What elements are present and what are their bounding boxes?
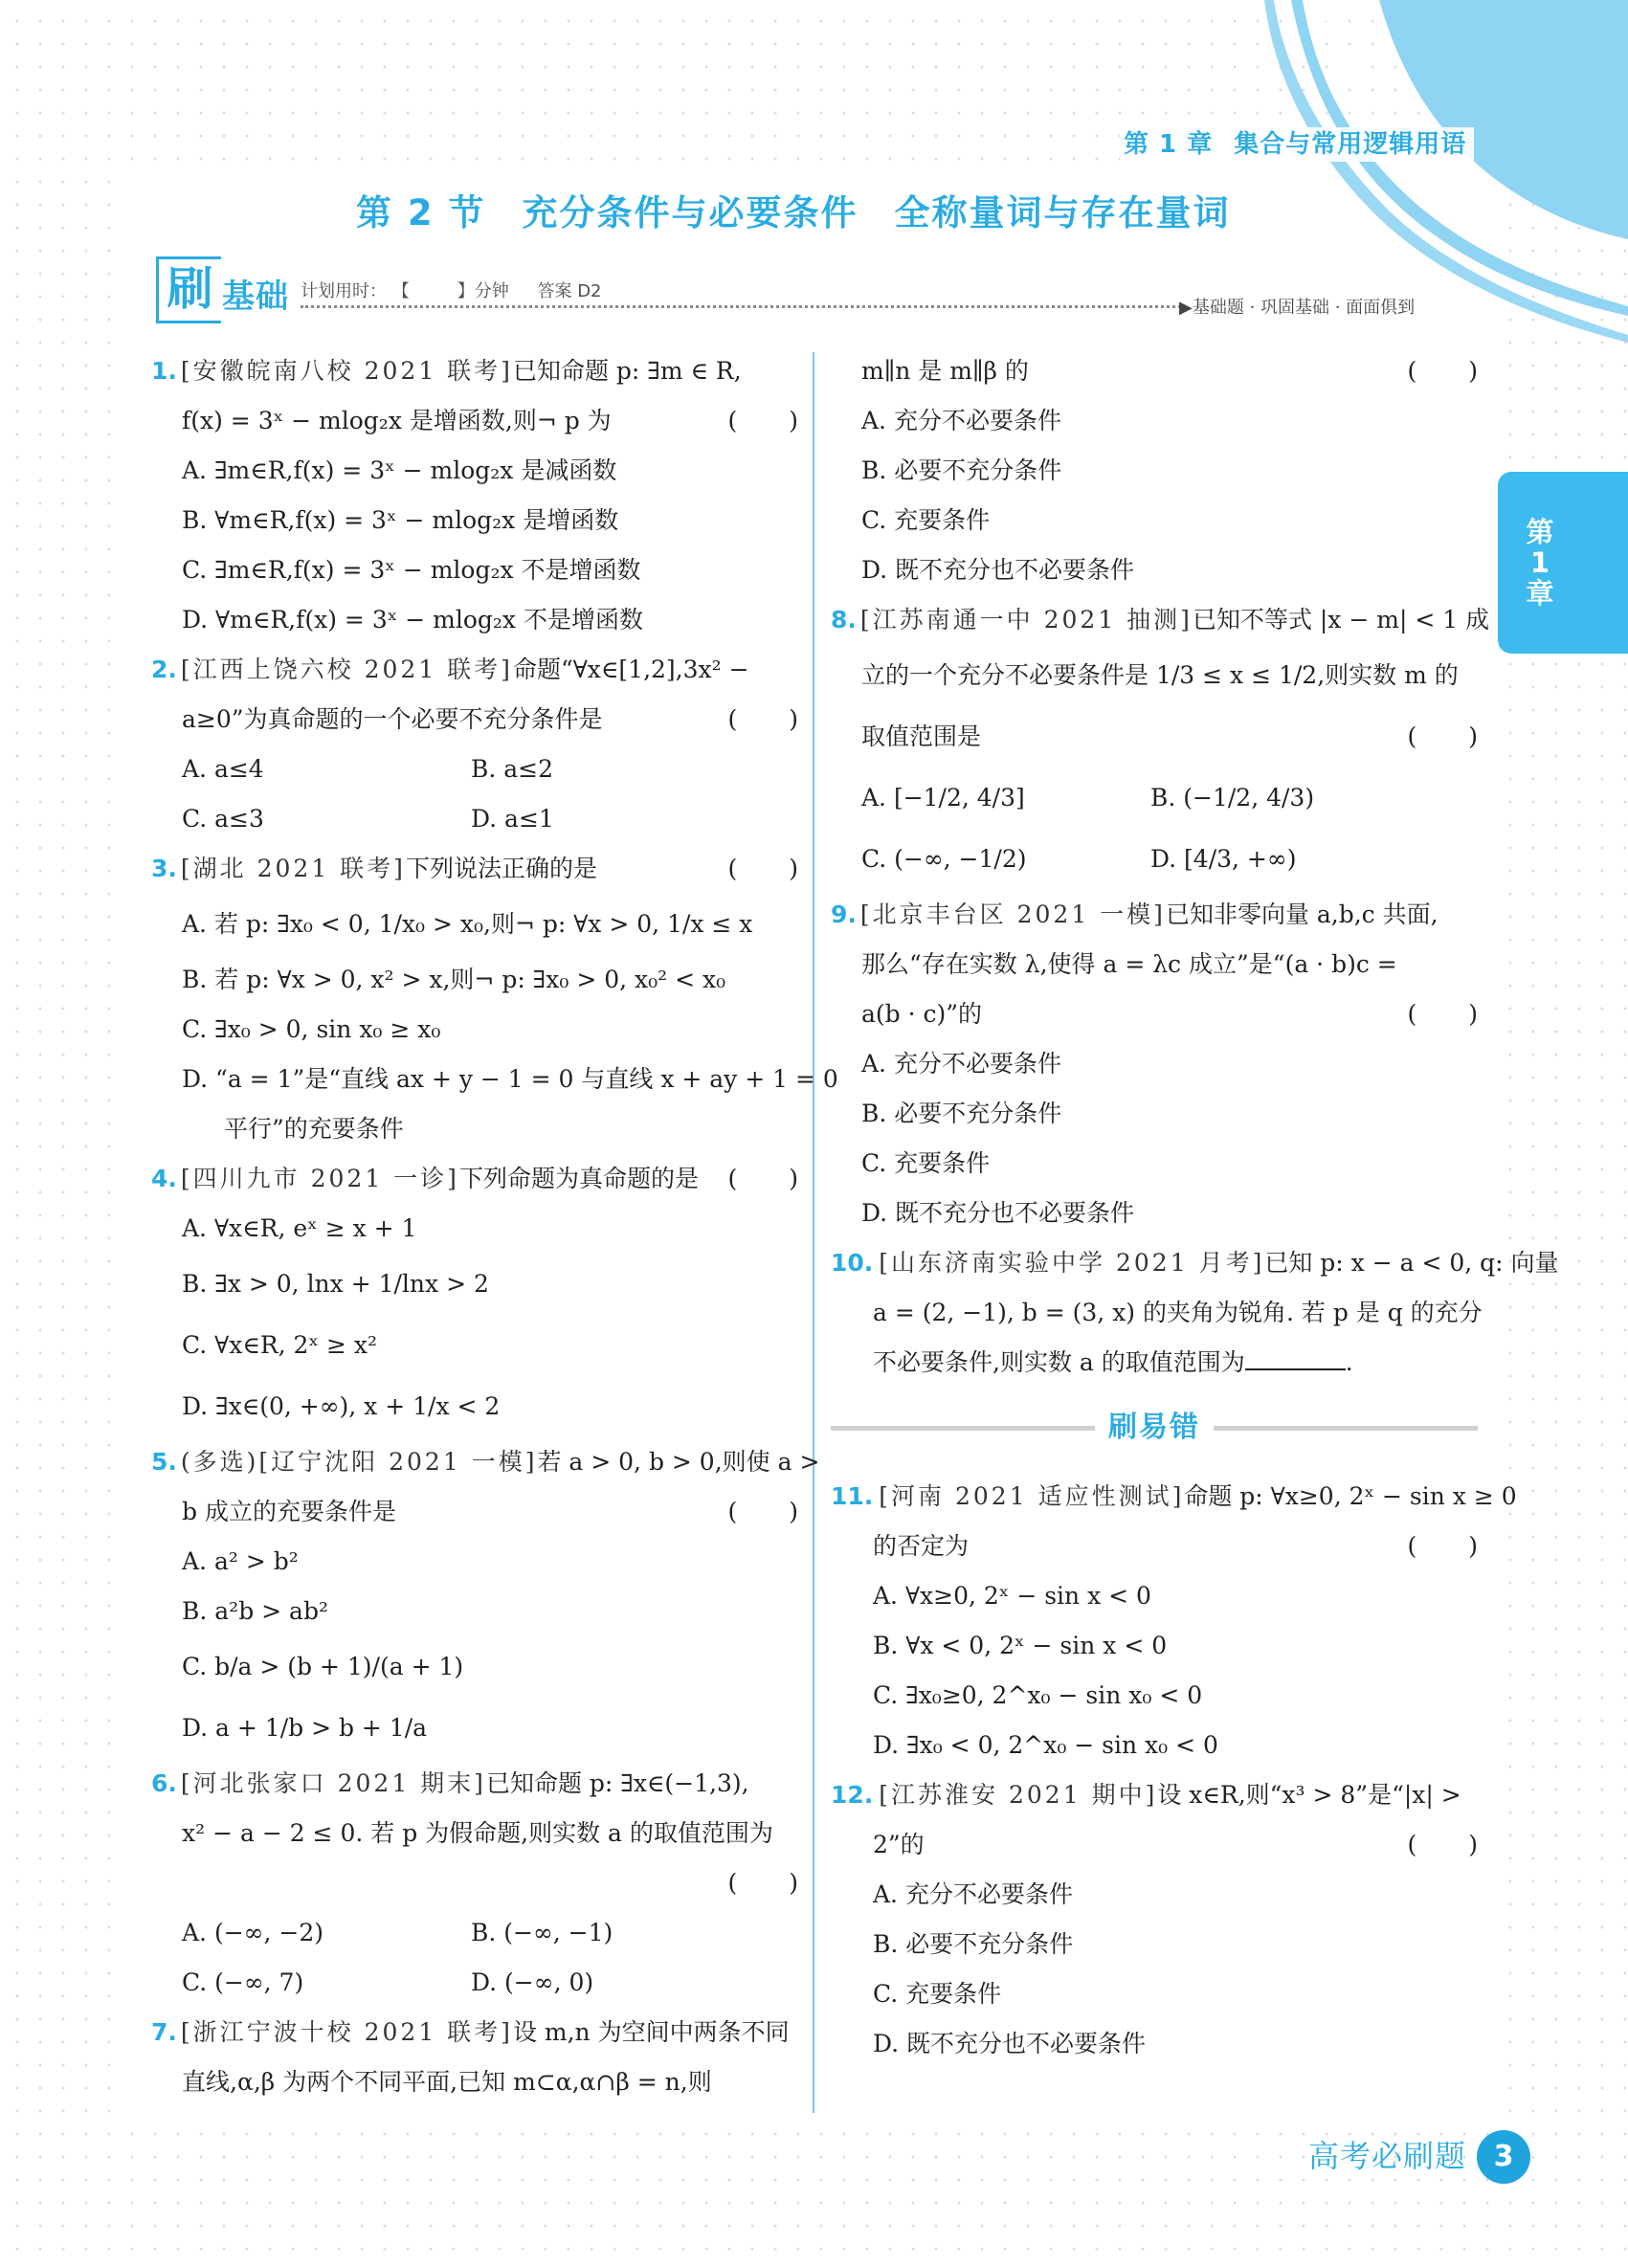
- option-c: C. ∃x₀ > 0, sin x₀ ≥ x₀: [182, 1015, 441, 1043]
- question-stem: 下列说法正确的是: [405, 855, 597, 882]
- left-column: [151, 346, 838, 2107]
- option-b: B. ∀x < 0, 2ˣ − sin x < 0: [873, 1632, 1168, 1659]
- question-stem: 已知命题 p: ∃x∈(−1,3),: [485, 1769, 749, 1797]
- question-5: [151, 1437, 820, 1759]
- option-c: C. ∀x∈R, 2ˣ ≥ x²: [182, 1331, 378, 1359]
- answer-paren[interactable]: ( ): [1407, 723, 1478, 750]
- question-number: 8.: [831, 606, 857, 634]
- option-b: B. a²b > ab²: [182, 1597, 328, 1625]
- option-b: B. ∀m∈R,f(x) = 3ˣ − mlog₂x 是增函数: [182, 506, 619, 534]
- option-a: A. 充分不必要条件: [873, 1880, 1073, 1908]
- answer-paren[interactable]: ( ): [1407, 1831, 1478, 1858]
- option-a: A. 充分不必要条件: [861, 407, 1061, 434]
- question-stem: 直线,α,β 为两个不同平面,已知 m⊂α,α∩β = n,则: [182, 2068, 712, 2096]
- answer-paren[interactable]: ( ): [727, 1165, 798, 1192]
- tab-line-2: 1: [1529, 546, 1550, 579]
- easy-error-section-header: [831, 1409, 1478, 1447]
- answer-paren[interactable]: ( ): [1407, 357, 1478, 385]
- answer-paren[interactable]: ( ): [727, 1869, 798, 1897]
- question-source: [安徽皖南八校 2021 联考]: [180, 357, 513, 385]
- option-d: D. 既不充分也不必要条件: [861, 556, 1135, 584]
- question-stem: 设 x∈R,则“x³ > 8”是“|x| >: [1157, 1781, 1461, 1809]
- question-number: 5.: [151, 1448, 177, 1476]
- question-source: [江苏淮安 2021 期中]: [879, 1781, 1158, 1809]
- question-source: [湖北 2021 联考]: [180, 855, 406, 882]
- question-6: [151, 1759, 798, 2008]
- option-d: D. 既不充分也不必要条件: [861, 1199, 1135, 1227]
- question-source: [江苏南通一中 2021 抽测]: [859, 606, 1193, 634]
- footer-brand: 高考必刷题: [1308, 2138, 1467, 2174]
- option-d: D. a≤1: [471, 805, 554, 833]
- question-number: 11.: [831, 1482, 874, 1510]
- question-number: 3.: [151, 855, 177, 882]
- question-number: 9.: [831, 901, 857, 928]
- option-d: D. a + 1/b > b + 1/a: [182, 1714, 428, 1742]
- question-stem: a≥0”为真命题的一个必要不充分条件是: [182, 705, 603, 733]
- question-number: 6.: [151, 1769, 177, 1797]
- question-stem: 下列命题为真命题的是: [458, 1165, 699, 1192]
- drill-logo-icon: 刷: [156, 256, 221, 323]
- question-stem: a = (2, −1), b = (3, x) 的夹角为锐角. 若 p 是 q 的充分: [873, 1299, 1483, 1326]
- chapter-header: [1120, 127, 1474, 162]
- question-11: [831, 1472, 1517, 1770]
- question-8: [831, 595, 1490, 890]
- section-topic-2: 全称量词与存在量词: [894, 192, 1231, 233]
- question-stem: a(b · c)”的: [861, 1000, 983, 1028]
- question-stem: m∥n 是 m∥β 的: [861, 357, 1029, 385]
- option-a: A. ∀x∈R, eˣ ≥ x + 1: [182, 1214, 417, 1242]
- question-stem: 那么“存在实数 λ,使得 a = λc 成立”是“(a · b)c =: [861, 950, 1397, 978]
- question-stem: x² − a − 2 ≤ 0. 若 p 为假命题,则实数 a 的取值范围为: [182, 1819, 773, 1847]
- bracket-open: 【: [391, 281, 410, 301]
- question-stem: 已知非零向量 a,b,c 共面,: [1165, 901, 1438, 928]
- page-number-badge: 3: [1477, 2130, 1530, 2184]
- question-stem: 命题“∀x∈[1,2],3x² −: [512, 656, 749, 683]
- option-c: C. a≤3: [182, 805, 264, 833]
- question-source: [山东济南实验中学 2021 月考]: [879, 1249, 1265, 1277]
- question-stem: 已知 p: x − a < 0, q: 向量: [1264, 1249, 1559, 1277]
- question-source: [河北张家口 2021 期末]: [180, 1769, 486, 1797]
- option-d: D. (−∞, 0): [471, 1968, 594, 1996]
- dotted-divider: [301, 305, 1181, 308]
- option-d-continued: 平行”的充要条件: [224, 1115, 404, 1143]
- question-stem: 命题 p: ∀x≥0, 2ˣ − sin x ≥ 0: [1184, 1482, 1517, 1510]
- question-stem: 立的一个充分不必要条件是 1/3 ≤ x ≤ 1/2,则实数 m 的: [861, 661, 1459, 689]
- option-c: C. (−∞, −1/2): [861, 845, 1027, 873]
- right-column: [831, 346, 1559, 2069]
- question-number: 10.: [831, 1249, 874, 1277]
- question-stem: 的否定为: [873, 1532, 970, 1560]
- question-stem: 取值范围是: [861, 723, 982, 750]
- section-tagline: ▶基础题 · 巩固基础 · 面面俱到: [1179, 298, 1416, 318]
- question-stem: b 成立的充要条件是: [182, 1498, 396, 1525]
- question-number: 1.: [151, 357, 177, 385]
- drill-section-name: 基础: [222, 278, 289, 316]
- option-a: A. a² > b²: [182, 1547, 299, 1575]
- option-a: A. ∃m∈R,f(x) = 3ˣ − mlog₂x 是减函数: [182, 456, 617, 484]
- section-topic-1: 充分条件与必要条件: [522, 192, 859, 233]
- answer-reference: 答案 D2: [537, 281, 602, 301]
- option-d: D. ∃x∈(0, +∞), x + 1/x < 2: [182, 1392, 501, 1420]
- option-c: C. b/a > (b + 1)/(a + 1): [182, 1653, 464, 1680]
- section-number: 第 2 节: [356, 192, 486, 233]
- easy-error-label: 刷易错: [1108, 1411, 1200, 1444]
- question-7: [151, 2008, 798, 2107]
- question-stem: 设 m,n 为空间中两条不同: [512, 2018, 790, 2046]
- question-stem: 2”的: [873, 1831, 925, 1858]
- answer-paren[interactable]: ( ): [727, 1498, 798, 1525]
- question-4: [151, 1154, 798, 1437]
- option-b: B. 必要不充分条件: [861, 456, 1062, 484]
- option-a: A. [−1/2, 4/3]: [861, 784, 1025, 812]
- option-d: D. “a = 1”是“直线 ax + y − 1 = 0 与直线 x + ay + 1 = 0: [182, 1065, 838, 1093]
- option-d: D. ∀m∈R,f(x) = 3ˣ − mlog₂x 不是增函数: [182, 606, 643, 634]
- answer-paren[interactable]: ( ): [1407, 1000, 1478, 1028]
- answer-paren[interactable]: ( ): [1407, 1532, 1478, 1560]
- answer-blank[interactable]: [1245, 1345, 1346, 1370]
- option-b: B. 若 p: ∀x > 0, x² > x,则¬ p: ∃x₀ > 0, x₀² < x₀: [182, 966, 726, 993]
- question-number: 2.: [151, 656, 177, 683]
- option-b: B. ∃x > 0, lnx + 1/lnx > 2: [182, 1270, 489, 1298]
- option-a: A. ∀x≥0, 2ˣ − sin x < 0: [873, 1582, 1151, 1610]
- option-a: A. 若 p: ∃x₀ < 0, 1/x₀ > x₀,则¬ p: ∀x > 0, 1/x ≤ x: [182, 910, 753, 938]
- header-rule-right: [1214, 1426, 1478, 1431]
- option-d: D. [4/3, +∞): [1150, 845, 1297, 873]
- bracket-close-minutes: 】分钟: [457, 281, 509, 301]
- option-b: B. a≤2: [471, 755, 554, 783]
- chapter-label: 第 1 章: [1124, 130, 1214, 159]
- option-c: C. (−∞, 7): [182, 1968, 304, 1996]
- multi-select-tag: (多选): [180, 1448, 259, 1476]
- plan-time-label: 计划用时：: [301, 281, 387, 301]
- period: .: [1345, 1348, 1353, 1376]
- option-b: B. 必要不充分条件: [873, 1930, 1074, 1958]
- option-c: C. 充要条件: [861, 506, 991, 534]
- plan-time-line: [301, 278, 602, 302]
- question-stem: 已知不等式 |x − m| < 1 成: [1192, 606, 1490, 634]
- question-source: [河南 2021 适应性测试]: [879, 1482, 1185, 1510]
- question-2: [151, 645, 798, 844]
- option-c: C. 充要条件: [873, 1980, 1002, 2008]
- chapter-title: 集合与常用逻辑用语: [1234, 130, 1467, 159]
- question-number: 12.: [831, 1781, 874, 1809]
- answer-paren[interactable]: ( ): [727, 705, 798, 733]
- question-stem: 已知命题 p: ∃m ∈ R,: [512, 357, 742, 385]
- option-d: D. 既不充分也不必要条件: [873, 2030, 1147, 2057]
- option-a: A. a≤4: [182, 755, 264, 783]
- option-b: B. (−1/2, 4/3): [1150, 784, 1315, 812]
- question-stem: 不必要条件,则实数 a 的取值范围为: [873, 1348, 1245, 1376]
- question-3: [151, 844, 838, 1154]
- option-a: A. 充分不必要条件: [861, 1050, 1061, 1078]
- question-number: 4.: [151, 1165, 177, 1192]
- option-b: B. 必要不充分条件: [861, 1100, 1062, 1127]
- column-divider: [813, 352, 814, 2113]
- question-source: [北京丰台区 2021 一模]: [859, 901, 1166, 928]
- question-12: [831, 1770, 1478, 2069]
- question-source: [辽宁沈阳 2021 一模]: [258, 1448, 538, 1476]
- question-source: [四川九市 2021 一诊]: [180, 1165, 459, 1192]
- question-10: [831, 1238, 1559, 1388]
- header-rule-left: [831, 1426, 1095, 1431]
- option-c: C. ∃x₀≥0, 2^x₀ − sin x₀ < 0: [873, 1681, 1203, 1709]
- question-number: 7.: [151, 2018, 177, 2046]
- question-1: [151, 346, 798, 645]
- question-7-continued: [831, 346, 1478, 595]
- question-stem: f(x) = 3ˣ − mlog₂x 是增函数,则¬ p 为: [182, 407, 612, 434]
- question-source: [浙江宁波十校 2021 联考]: [180, 2018, 513, 2046]
- tab-line-3: 章: [1526, 577, 1554, 610]
- tab-line-1: 第: [1526, 516, 1554, 548]
- option-c: C. 充要条件: [861, 1149, 991, 1177]
- option-b: B. (−∞, −1): [471, 1919, 613, 1946]
- answer-paren[interactable]: ( ): [727, 407, 798, 434]
- section-title: [356, 184, 1267, 235]
- option-a: A. (−∞, −2): [182, 1919, 323, 1946]
- question-source: [江西上饶六校 2021 联考]: [180, 656, 513, 683]
- chapter-side-tab[interactable]: [1498, 472, 1628, 654]
- question-9: [831, 890, 1478, 1238]
- option-d: D. ∃x₀ < 0, 2^x₀ − sin x₀ < 0: [873, 1731, 1218, 1759]
- answer-paren[interactable]: ( ): [727, 855, 798, 882]
- option-c: C. ∃m∈R,f(x) = 3ˣ − mlog₂x 不是增函数: [182, 556, 641, 584]
- question-stem: 若 a > 0, b > 0,则使 a >: [537, 1448, 820, 1476]
